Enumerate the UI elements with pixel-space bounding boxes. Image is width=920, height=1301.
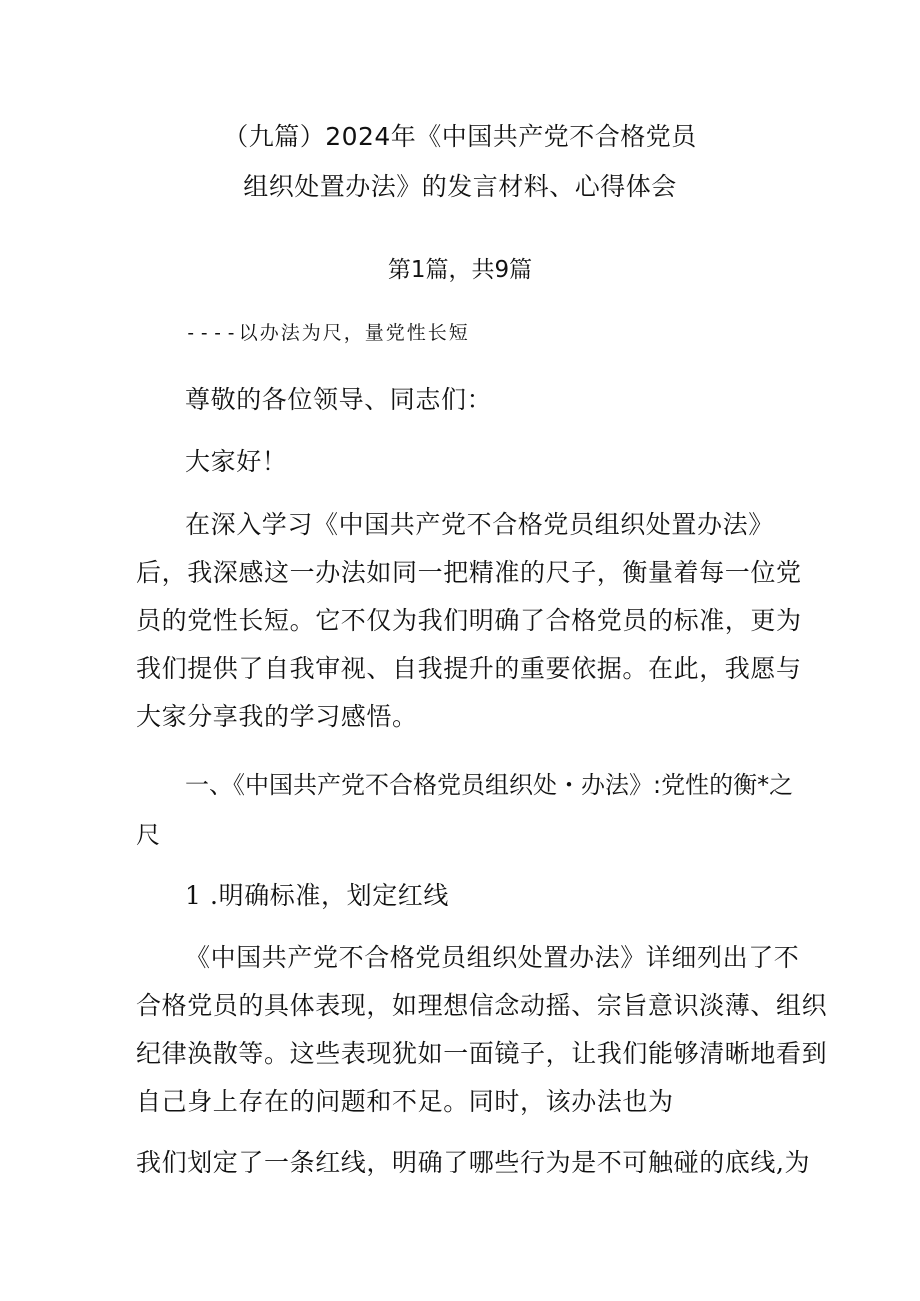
section-heading-1-cont: 尺: [136, 821, 160, 849]
paragraph-line: 《中国共产党不合格党员组织处置办法》详细列出了不: [185, 943, 800, 972]
greeting: 大家好！: [185, 447, 288, 476]
intro-line: 我们提供了自我审视、自我提升的重要依据。在此，我愿与: [136, 654, 802, 683]
paragraph-line: 纪律涣散等。这些表现犹如一面镜子，让我们能够清晰地看到: [136, 1039, 828, 1068]
paragraph-line: 自己身上存在的问题和不足。同时，该办法也为: [136, 1087, 674, 1116]
section-heading-1: 一、《中国共产党不合格党员组织处・办法》:党性的衡*之: [185, 771, 794, 799]
intro-line: 大家分享我的学习感悟。: [136, 702, 418, 731]
document-title-line-2: 组织处置办法》的发言材料、心得体会: [243, 172, 677, 201]
subsection-heading-1: 1 .明确标准，划定红线: [185, 881, 450, 910]
paragraph-line: 合格党员的具体表现，如理想信念动摇、宗旨意识淡薄、组织: [136, 991, 828, 1020]
intro-line: 在深入学习《中国共产党不合格党员组织处置办法》: [185, 510, 774, 539]
tagline: ----以办法为尺，量党性长短: [185, 322, 470, 344]
paragraph-line: 我们划定了一条红线，明确了哪些行为是不可触碰的底线,为: [136, 1148, 811, 1177]
part-label: 第1篇，共9篇: [387, 257, 533, 283]
document-title-line-1: （九篇）2024年《中国共产党不合格党员: [223, 122, 697, 151]
intro-line: 员的党性长短。它不仅为我们明确了合格党员的标准，更为: [136, 606, 802, 635]
intro-line: 后，我深感这一办法如同一把精准的尺子，衡量着每一位党: [136, 558, 802, 587]
salutation: 尊敬的各位领导、同志们：: [185, 385, 493, 414]
